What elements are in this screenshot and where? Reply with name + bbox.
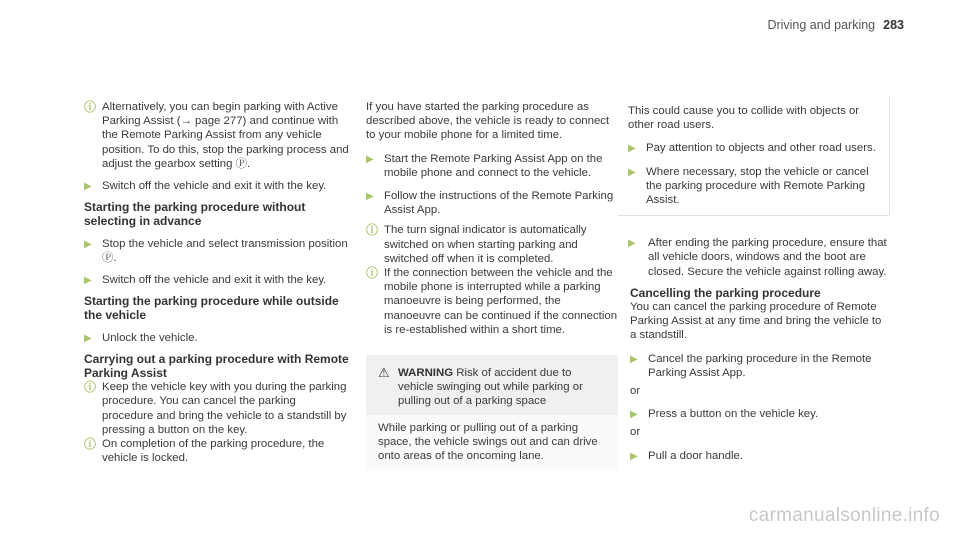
step-switch-off xyxy=(84,179,350,193)
step-text: Where necessary, stop the vehicle or cancel the parking procedure with Remote Parking Assist. xyxy=(646,165,869,207)
step-text: Unlock the vehicle. xyxy=(102,331,198,344)
warning-body-text: While parking or pulling out of a parking space, the vehicle swings out and can drive onto areas of the oncoming lane. xyxy=(378,421,598,463)
step-text: Switch off the vehicle and exit it with the key. xyxy=(102,180,327,193)
warning-label: WARNING xyxy=(398,367,454,380)
step-pull-handle xyxy=(630,449,890,463)
heading-outside-vehicle: Starting the parking procedure while outside the vehicle xyxy=(84,294,339,323)
note-icon: ⓘ xyxy=(366,266,379,281)
cancel-intro-text: You can cancel the parking procedure of Remote Parking Assist at any time and bring the vehicle to a standstill. xyxy=(630,301,882,342)
warning-title: Risk of accident due to vehicle swinging out while parking or pulling out of a parking space xyxy=(398,367,583,408)
note-text: Alternatively, you can begin parking with Active Parking Assist (→ page 277) and continue with the Remote Parking Assist from any vehicle position. To do this, stop the parking process and adjust the gearbox setting Ⓟ. xyxy=(102,101,349,170)
note-text: Keep the vehicle key with you during the parking procedure. You can cancel the parking procedure and bring the vehicle to a standstill by pressing a button on the key. xyxy=(102,381,347,436)
step-text: Pay attention to objects and other road users. xyxy=(646,142,876,155)
intro-text: If you have started the parking procedure as described above, the vehicle is ready to connect to your mobile phone for a limited time. xyxy=(366,101,610,142)
note-text: The turn signal indicator is automatically switched on when starting parking and switched off when it is completed. xyxy=(384,224,587,265)
or-text: or xyxy=(630,385,641,398)
note-alternatively xyxy=(84,100,350,171)
step-text: Pull a door handle. xyxy=(648,449,743,462)
watermark: carmanualsonline.info xyxy=(748,505,940,526)
step-text: Cancel the parking procedure in the Remote Parking Assist App. xyxy=(648,352,872,379)
step-text: Stop the vehicle and select transmission position Ⓟ. xyxy=(102,237,348,264)
step-stop-vehicle xyxy=(84,237,350,265)
arrow-right-icon: ▶ xyxy=(630,409,638,421)
step-text: Start the Remote Parking Assist App on the mobile phone and connect to the vehicle. xyxy=(384,152,603,179)
step-switch-off-2 xyxy=(84,273,350,287)
step-text: Follow the instructions of the Remote Parking Assist App. xyxy=(384,190,614,217)
arrow-right-icon: ▶ xyxy=(84,275,92,287)
warning-box xyxy=(366,355,618,471)
arrow-right-icon: ▶ xyxy=(366,191,374,203)
step-follow-instructions xyxy=(366,189,618,217)
warning-heading xyxy=(398,366,608,409)
arrow-right-icon: ▶ xyxy=(628,166,636,178)
column-2 xyxy=(366,100,618,471)
note-connection xyxy=(366,266,618,337)
or-text: or xyxy=(630,426,641,439)
warning-triangle-icon: ⚠ xyxy=(378,365,390,381)
step-start-app xyxy=(366,152,618,180)
step-where-necessary xyxy=(628,165,879,208)
note-icon: ⓘ xyxy=(366,223,379,238)
section-title: Driving and parking xyxy=(767,18,876,32)
column-3 xyxy=(620,96,890,463)
heading-without-selecting: Starting the parking procedure without selecting in advance xyxy=(84,200,306,229)
note-icon: ⓘ xyxy=(84,437,97,452)
arrow-right-icon: ▶ xyxy=(628,238,636,250)
heading-remote-parking: Carrying out a parking procedure with Remote Parking Assist xyxy=(84,351,349,381)
note-keep-key xyxy=(84,380,350,437)
heading-cancelling: Cancelling the parking procedure xyxy=(630,285,821,300)
step-after-ending xyxy=(620,236,890,279)
arrow-right-icon: ▶ xyxy=(630,450,638,462)
step-text: After ending the parking procedure, ensure that all vehicle doors, windows and the boot are closed. Secure the vehicle against rolling away. xyxy=(648,237,887,278)
warning-box-continued xyxy=(618,96,890,216)
page-header xyxy=(767,18,904,32)
note-text: On completion of the parking procedure, the vehicle is locked. xyxy=(102,438,325,465)
arrow-right-icon: ▶ xyxy=(84,332,92,344)
arrow-right-icon: ▶ xyxy=(84,238,92,250)
arrow-right-icon: ▶ xyxy=(366,153,374,165)
warning-header xyxy=(366,355,618,415)
warning-body xyxy=(366,415,618,472)
note-locked xyxy=(84,437,350,465)
step-cancel-in-app xyxy=(630,352,890,380)
step-pay-attention xyxy=(628,141,879,155)
note-turn-signal xyxy=(366,223,618,266)
note-icon: ⓘ xyxy=(84,380,97,395)
arrow-right-icon: ▶ xyxy=(84,181,92,193)
note-icon: ⓘ xyxy=(84,100,97,114)
step-text: Press a button on the vehicle key. xyxy=(648,408,819,421)
note-text: If the connection between the vehicle and the mobile phone is interrupted while a parking manoeuvre is being performed, the manoeuvre can be continued if the connection is re-established within a short time. xyxy=(384,267,618,336)
step-unlock xyxy=(84,331,350,345)
arrow-right-icon: ▶ xyxy=(628,143,636,155)
column-1 xyxy=(84,100,350,465)
step-press-button xyxy=(630,407,890,421)
step-text: Switch off the vehicle and exit it with the key. xyxy=(102,274,327,287)
warning-continued-text: This could cause you to collide with objects or other road users. xyxy=(628,105,860,132)
arrow-right-icon: ▶ xyxy=(630,353,638,365)
page-number: 283 xyxy=(883,18,904,32)
